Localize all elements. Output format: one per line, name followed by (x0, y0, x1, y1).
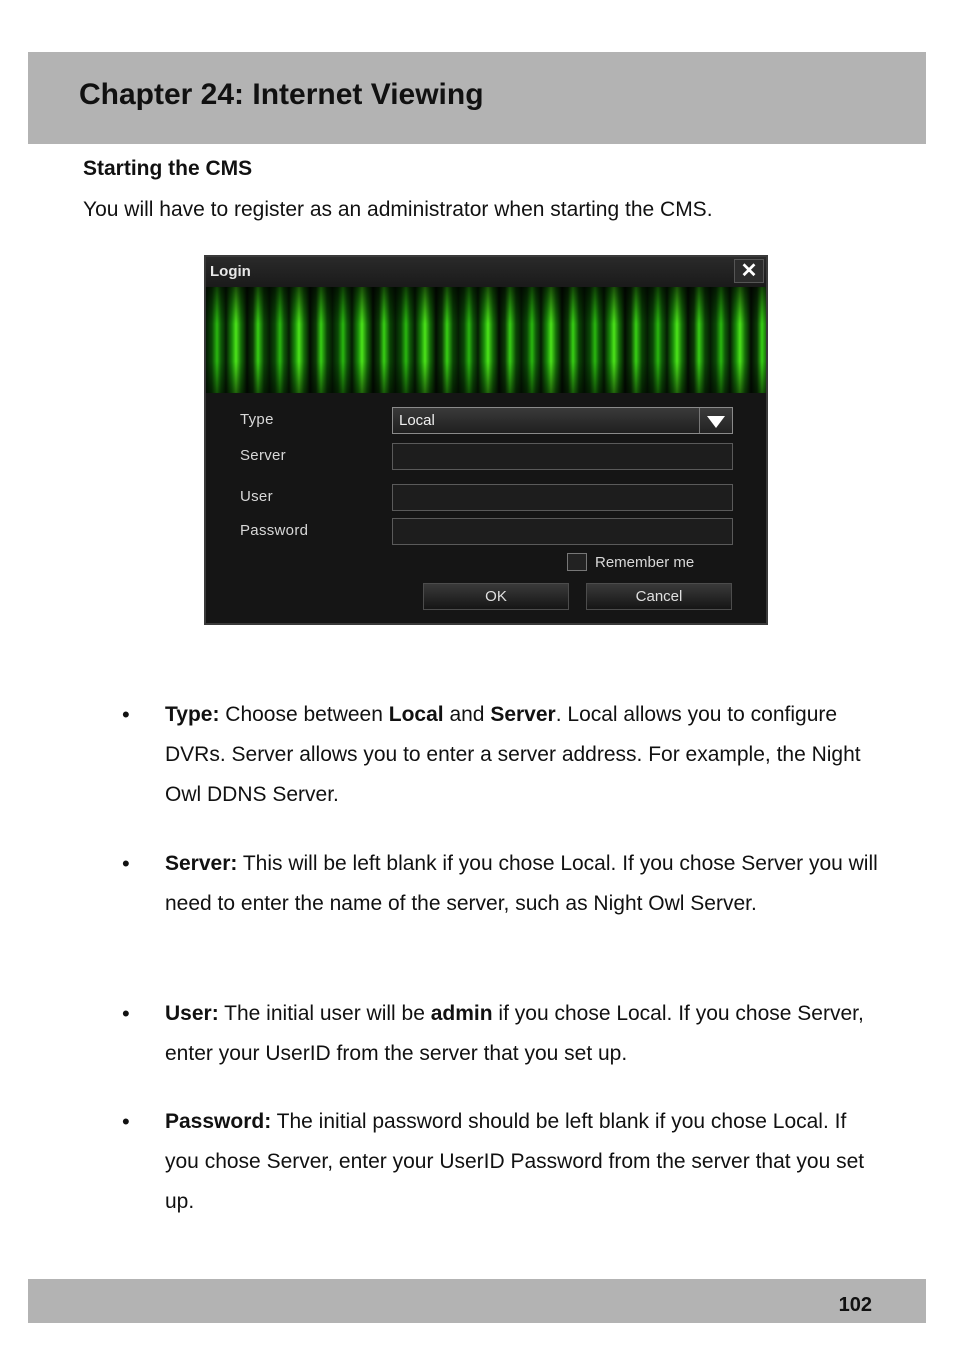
text-run: The initial password should be left blank if you chose Local. If you chose Server, enter your UserID Password from the server that you set up. (165, 1110, 865, 1213)
user-label: User (240, 488, 273, 505)
chapter-title: Chapter 24: Internet Viewing (79, 78, 484, 111)
text-run: This will be left blank if you chose Local. If you chose Server you will need to enter the name of the server, such as Night Owl Server. (165, 852, 878, 915)
bullet-icon: • (122, 1001, 130, 1026)
chapter-header-bar (28, 52, 926, 144)
bullet-icon: • (122, 851, 130, 876)
close-icon[interactable]: ✕ (734, 259, 764, 283)
bold-term: Password: (165, 1110, 272, 1133)
text-run: and (443, 703, 491, 726)
bullet-text (165, 844, 880, 924)
text-run: The initial user will be (218, 1002, 431, 1025)
type-select[interactable] (392, 407, 733, 434)
password-label: Password (240, 522, 309, 539)
dialog-titlebar (206, 257, 766, 287)
bold-term: Server: (165, 852, 238, 875)
ok-button[interactable]: OK (423, 583, 569, 610)
text-run: . Local allows you to configure DVRs. Server allows you to enter a server address. For example, the Night Owl DDNS Server. (165, 703, 861, 806)
bullet-text (165, 695, 880, 815)
bold-term: Local (388, 703, 444, 726)
bold-term: admin (430, 1002, 493, 1025)
dialog-title: Login (210, 263, 251, 280)
server-label: Server (240, 447, 286, 464)
login-dialog (204, 255, 768, 625)
bold-term: Type: (165, 703, 220, 726)
cancel-button[interactable]: Cancel (586, 583, 732, 610)
remember-me-label: Remember me (595, 554, 695, 571)
bullet-icon: • (122, 1109, 130, 1134)
bullet-icon: • (122, 702, 130, 727)
bullet-text (165, 1102, 880, 1222)
footer-bar (28, 1279, 926, 1323)
type-select-value: Local (399, 412, 435, 429)
password-input[interactable] (392, 518, 733, 545)
section-title: Starting the CMS (83, 157, 253, 180)
bold-term: Server (490, 703, 556, 726)
bold-term: User: (165, 1002, 219, 1025)
remember-me-checkbox[interactable] (567, 553, 587, 571)
bullet-text (165, 994, 880, 1074)
user-input[interactable] (392, 484, 733, 511)
chevron-down-icon[interactable] (699, 408, 732, 433)
page-number: 102 (838, 1294, 872, 1316)
server-input[interactable] (392, 443, 733, 470)
text-run: Choose between (219, 703, 389, 726)
green-banner-image (206, 287, 766, 393)
intro-paragraph: You will have to register as an administrator when starting the CMS. (83, 198, 713, 221)
text-run: if you chose Local. If you chose Server, enter your UserID from the server that you set up. (165, 1002, 864, 1065)
type-label: Type (240, 411, 274, 428)
